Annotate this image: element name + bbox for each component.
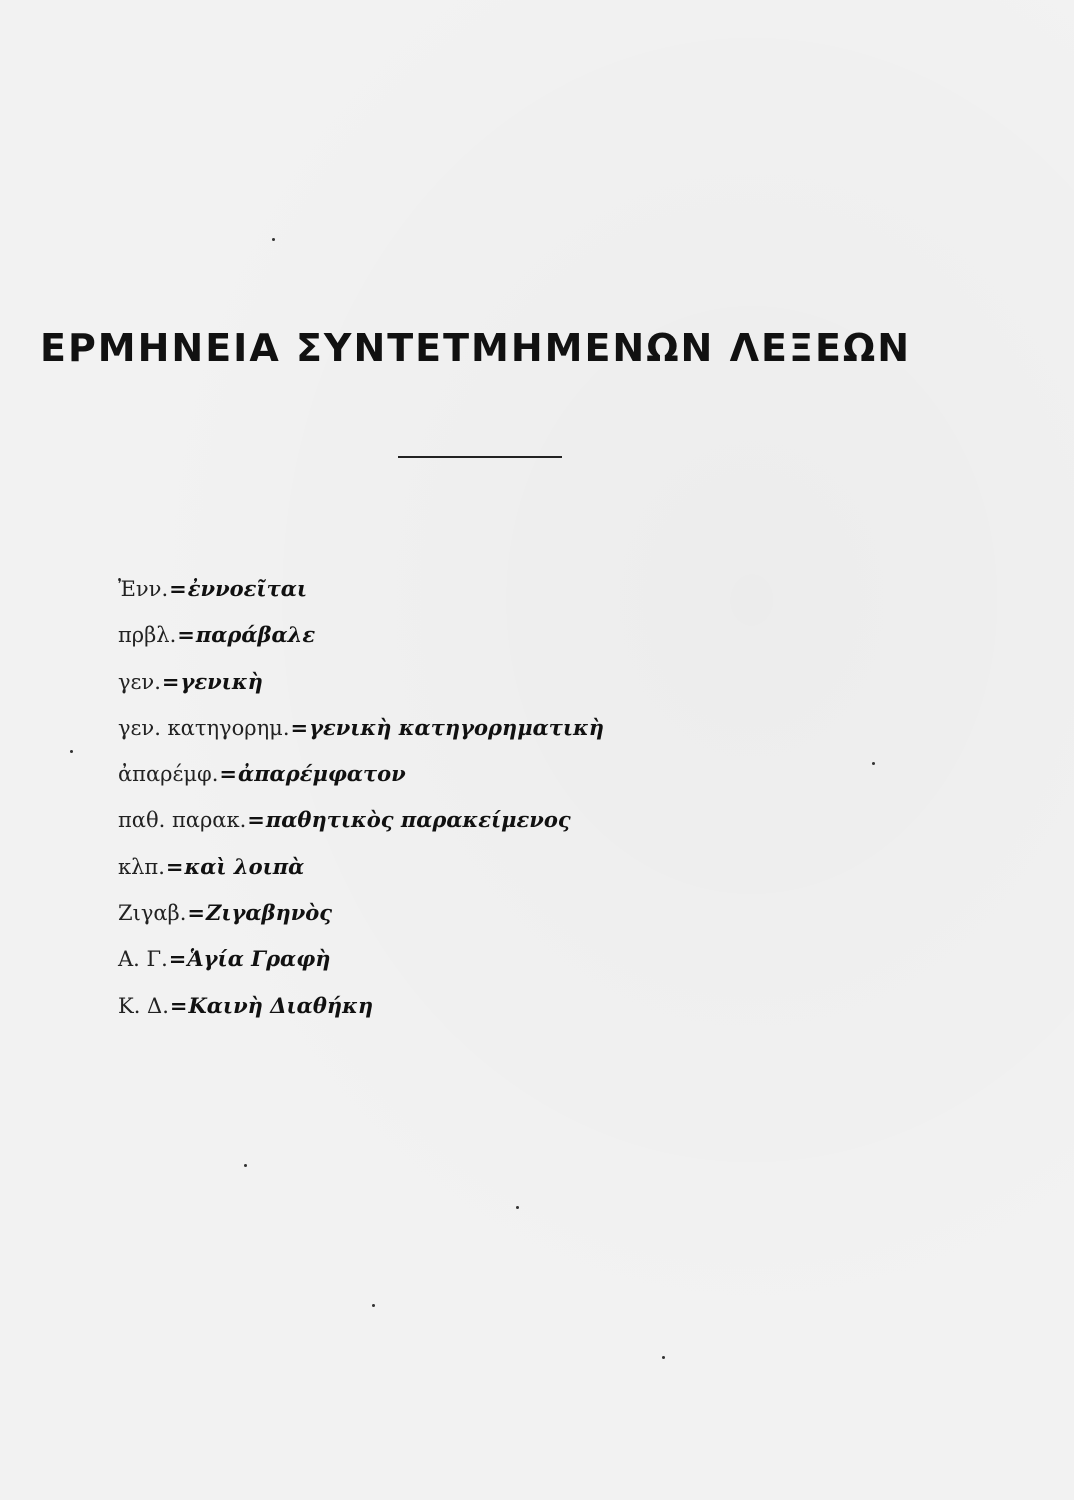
equals-sign: = [169, 992, 188, 1018]
expansion: Καινὴ Διαθήκη [188, 992, 374, 1018]
scan-speck [872, 762, 875, 765]
abbreviation: γεν. κατηγορημ. [118, 715, 290, 740]
equals-sign: = [187, 900, 205, 926]
equals-sign: = [219, 761, 238, 787]
abbreviation: Ἐνν. [118, 577, 169, 601]
abbreviation: παθ. παρακ. [118, 808, 247, 833]
abbreviation: ἀπαρέμφ. [118, 762, 219, 787]
equals-sign: = [161, 668, 180, 694]
expansion: ἐννοεῖται [187, 576, 308, 601]
equals-sign: = [169, 576, 187, 601]
abbreviation-entry [118, 805, 878, 851]
expansion: παράβαλε [195, 622, 316, 648]
title-divider [398, 456, 562, 458]
equals-sign: = [290, 714, 309, 740]
abbreviation-entry [118, 991, 878, 1037]
abbreviation-entry [118, 574, 878, 620]
abbreviation-entry [118, 898, 878, 944]
equals-sign: = [247, 807, 265, 833]
expansion: γενικὴ [180, 668, 263, 694]
abbreviation: Κ. Δ. [118, 993, 169, 1018]
page-title: ΕΡΜΗΝΕΙΑ ΣΥΝΤΕΤΜΗΜΕΝΩΝ ΛΕΞΕΩΝ [40, 326, 912, 370]
abbreviation: γεν. [118, 669, 161, 694]
scan-speck [70, 750, 73, 753]
equals-sign: = [177, 622, 195, 648]
expansion: ἀπαρέμφατον [238, 761, 406, 787]
abbreviation: Ζιγαβ. [118, 901, 187, 926]
scan-speck [272, 238, 275, 241]
abbreviation-entry [118, 944, 878, 990]
abbreviation: κλπ. [118, 854, 165, 879]
expansion: Ζιγαβηνὸς [205, 900, 333, 926]
scan-speck [244, 1164, 247, 1167]
scan-speck [372, 1304, 375, 1307]
expansion: γενικὴ κατηγορηματικὴ [309, 714, 605, 740]
scan-speck [662, 1356, 665, 1359]
equals-sign: = [168, 946, 187, 972]
abbreviation: πρβλ. [118, 623, 177, 648]
expansion: παθητικὸς παρακείμενος [265, 807, 571, 833]
abbreviation-entry [118, 852, 878, 898]
expansion: καὶ λοιπὰ [184, 853, 305, 879]
abbreviation: Α. Γ. [118, 947, 168, 972]
abbreviation-entry [118, 667, 878, 713]
equals-sign: = [165, 853, 184, 879]
abbreviation-entry [118, 620, 878, 666]
abbreviation-entry [118, 759, 878, 805]
abbreviation-entry [118, 713, 878, 759]
abbreviation-list [118, 574, 878, 1037]
scan-speck [516, 1206, 519, 1209]
expansion: Ἁγία Γραφὴ [187, 946, 331, 972]
